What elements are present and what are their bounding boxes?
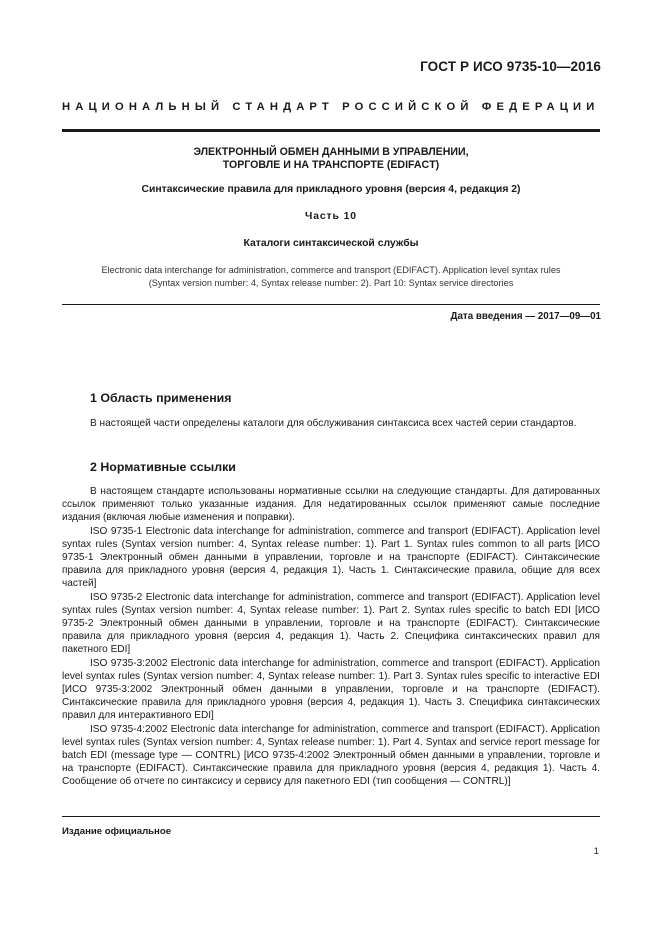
- english-title-line-2: (Syntax version number: 4, Syntax release number: 2). Part 10: Syntax service directories: [148, 278, 514, 288]
- document-code: ГОСТ Р ИСО 9735-10—2016: [420, 59, 601, 74]
- title-divider: [62, 304, 600, 305]
- national-standard-banner: НАЦИОНАЛЬНЫЙ СТАНДАРТ РОССИЙСКОЙ ФЕДЕРАЦИИ: [62, 101, 600, 113]
- official-edition-label: Издание официальное: [62, 826, 172, 837]
- section-1-paragraph: В настоящей части определены каталоги для обслуживания синтаксиса всех частей серии стандартов.: [90, 418, 577, 429]
- title-line-1: ЭЛЕКТРОННЫЙ ОБМЕН ДАННЫМИ В УПРАВЛЕНИИ,: [193, 146, 469, 158]
- english-title: [62, 264, 600, 290]
- header-divider: [62, 129, 600, 132]
- section-1-body: [62, 417, 600, 430]
- footer-divider: [62, 816, 600, 817]
- section-2-body: [62, 485, 600, 789]
- english-title-line-1: Electronic data interchange for administration, commerce and transport (EDIFACT). Application level syntax rules: [101, 265, 561, 275]
- reference-iso-9735-4: ISO 9735-4:2002 Electronic data interchange for administration, commerce and transport (EDIFACT). Application level syntax rules (Syntax version number: 4, Syntax release number: 1). Part 4. Syntax and service report message for batch EDI (message type — CONTRL) [ИСО 9735-4:2002 Электронный обмен данными в управлении, торговле и на транспорте (EDIFACT). Синтаксические правила для прикладного уровня (версия 4, редакция 1). Часть 4. Сообщение об отчете по синтаксису и сервису для пакетного EDI (тип сообщения — CONTRL)]: [62, 723, 600, 788]
- section-1-heading: 1 Область применения: [90, 391, 232, 405]
- introduction-date: Дата введения — 2017—09—01: [450, 311, 601, 322]
- document-subtitle: Синтаксические правила для прикладного уровня (версия 4, редакция 2): [141, 184, 521, 195]
- reference-iso-9735-2: ISO 9735-2 Electronic data interchange for administration, commerce and transport (EDIFACT). Application level syntax rules (Syntax version number: 4, Syntax release number: 1). Part 2. Syntax rules specific to batch EDI [ИСО 9735-2 Электронный обмен данными в управлении, торговле и на транспорте (EDIFACT). Синтаксические правила для прикладного уровня (версия 4, редакция 1). Часть 2. Специфика синтаксических правил для пакетного EDI]: [62, 591, 600, 656]
- page-number: 1: [593, 846, 599, 857]
- reference-iso-9735-3: ISO 9735-3:2002 Electronic data interchange for administration, commerce and transport (EDIFACT). Application level syntax rules (Syntax version number: 4, Syntax release number: 1). Part 3. Syntax rules specific to interactive EDI [ИСО 9735-3:2002 Электронный обмен данными в управлении, торговле и на транспорте (EDIFACT). Синтаксические правила для прикладного уровня (версия 4, редакция 1). Часть 3. Специфика синтаксических правил для интерактивного EDI]: [62, 657, 600, 722]
- reference-iso-9735-1: ISO 9735-1 Electronic data interchange for administration, commerce and transport (EDIFACT). Application level syntax rules (Syntax version number: 4, Syntax release number: 1). Part 1. Syntax rules common to all parts [ИСО 9735-1 Электронный обмен данными в управлении, торговле и на транспорте (EDIFACT). Синтаксические правила для прикладного уровня (версия 4, редакция 1). Часть 1. Синтаксические правила, общие для всех частей]: [62, 525, 600, 590]
- section-2-paragraph-intro: В настоящем стандарте использованы нормативные ссылки на следующие стандарты. Для датированных ссылок применяют только указанные издания. Для недатированных ссылок применяют самые последние издания (включая любые изменения и поправки).: [62, 486, 600, 524]
- section-2-heading: 2 Нормативные ссылки: [90, 460, 236, 474]
- part-title: Каталоги синтаксической службы: [243, 238, 419, 249]
- title-line-2: ТОРГОВЛЕ И НА ТРАНСПОРТЕ (EDIFACT): [222, 159, 440, 171]
- document-title: [62, 146, 600, 172]
- part-number: Часть 10: [305, 211, 357, 222]
